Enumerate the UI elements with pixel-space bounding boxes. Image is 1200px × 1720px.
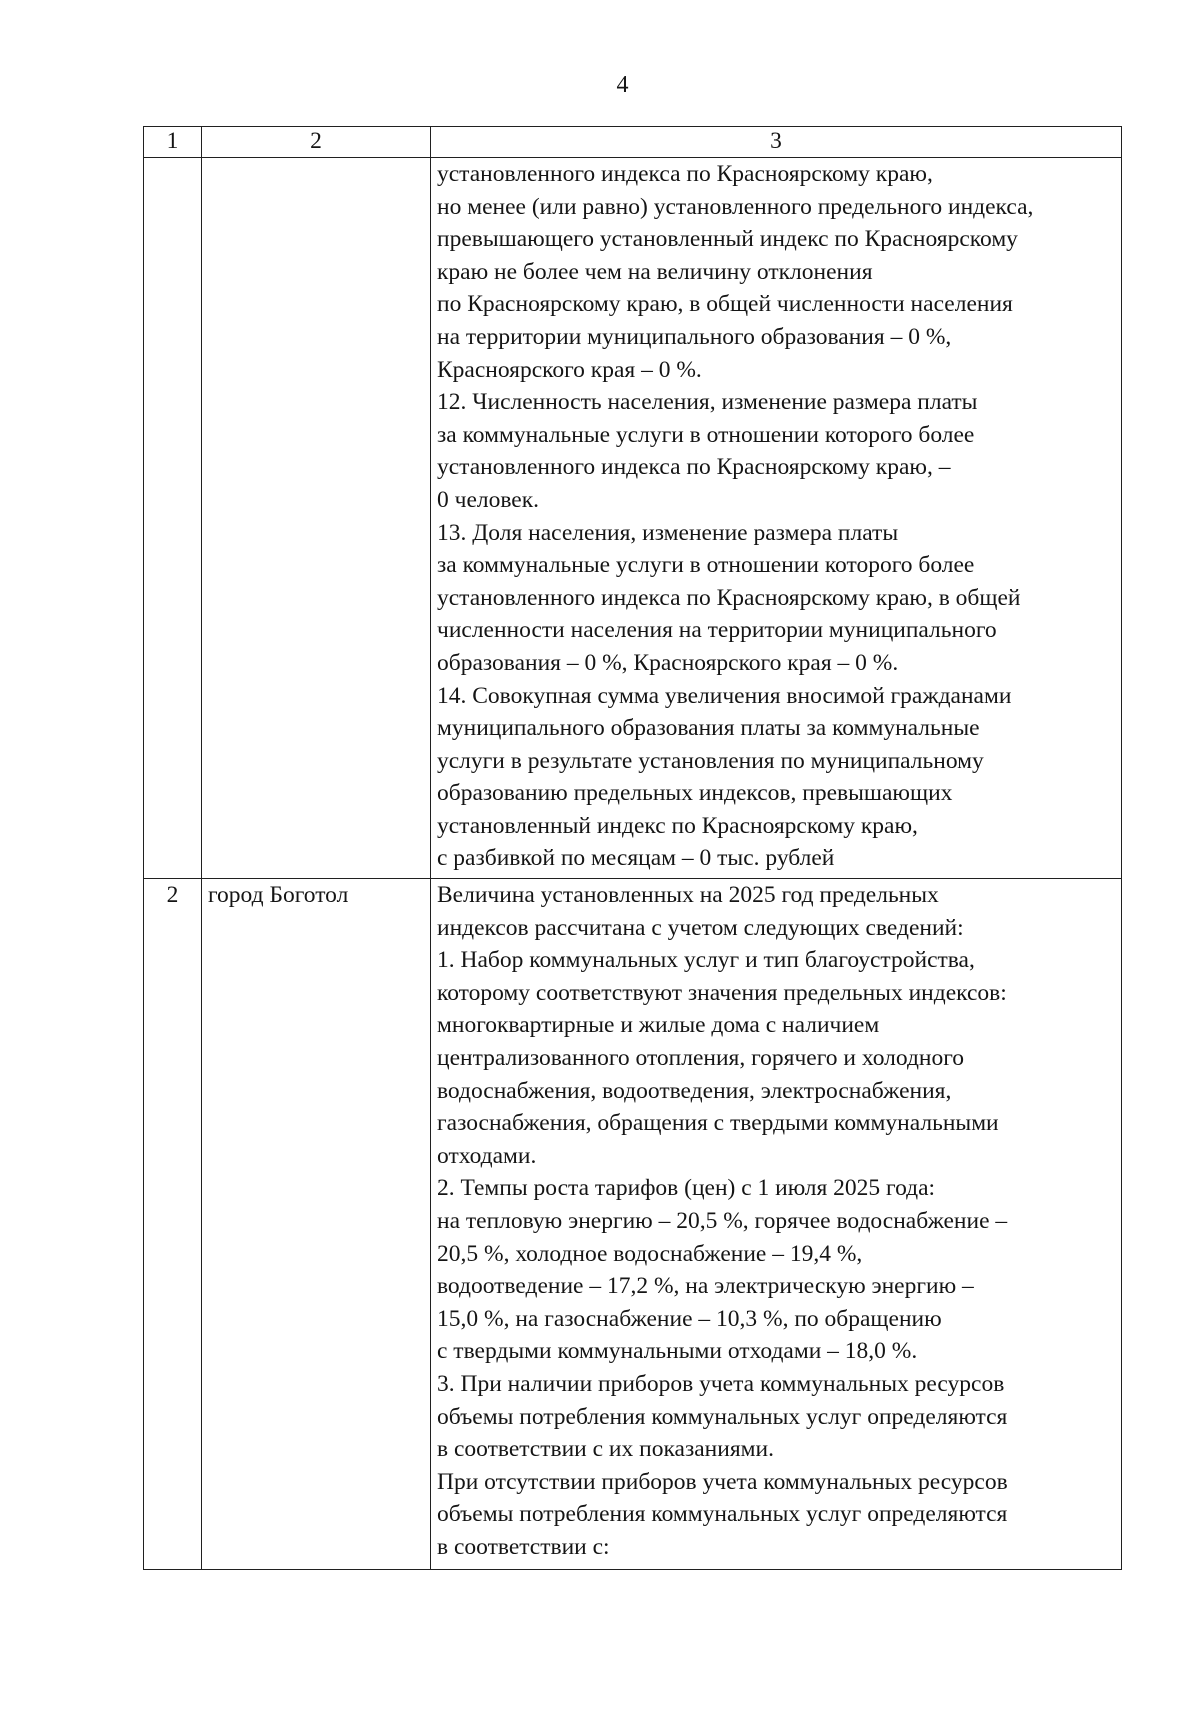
description-cell bbox=[431, 158, 1122, 879]
text-line: водоотведение – 17,2 %, на электрическую энергию – bbox=[437, 1273, 974, 1300]
text-line: превышающего установленный индекс по Красноярскому bbox=[437, 226, 1018, 253]
text-line: в соответствии с: bbox=[437, 1533, 610, 1560]
text-line: Величина установленных на 2025 год предельных bbox=[437, 882, 939, 908]
row-number-cell: 2 bbox=[144, 879, 202, 1570]
text-line: которому соответствуют значения предельных индексов: bbox=[437, 979, 1007, 1006]
text-line: При отсутствии приборов учета коммунальных ресурсов bbox=[437, 1468, 1008, 1495]
table-row-continuation bbox=[144, 158, 1122, 879]
text-line: газоснабжения, обращения с твердыми коммунальными bbox=[437, 1110, 999, 1137]
text-line: на тепловую энергию – 20,5 %, горячее водоснабжение – bbox=[437, 1207, 1008, 1234]
text-line: за коммунальные услуги в отношении которого более bbox=[437, 552, 975, 579]
text-line: образования – 0 %, Красноярского края – 0 %. bbox=[437, 649, 899, 676]
header-row bbox=[144, 127, 1122, 158]
indices-table bbox=[143, 126, 1122, 1570]
text-line: Красноярского края – 0 %. bbox=[437, 356, 702, 383]
text-line: установленного индекса по Красноярскому краю, в общей bbox=[437, 584, 1021, 611]
text-line: централизованного отопления, горячего и холодного bbox=[437, 1044, 965, 1071]
header-col-1: 1 bbox=[144, 127, 202, 158]
text-line: водоснабжения, водоотведения, электроснабжения, bbox=[437, 1077, 952, 1104]
text-line: объемы потребления коммунальных услуг определяются bbox=[437, 1403, 1008, 1430]
table-row-bogotol bbox=[144, 879, 1122, 1570]
header-col-2: 2 bbox=[202, 127, 431, 158]
text-line: 3. При наличии приборов учета коммунальных ресурсов bbox=[437, 1370, 1005, 1397]
municipality-cell: город Боготол bbox=[202, 879, 431, 1570]
text-line: краю не более чем на величину отклонения bbox=[437, 258, 873, 285]
municipality-cell bbox=[202, 158, 431, 879]
page-number: 4 bbox=[616, 72, 629, 98]
text-line: по Красноярскому краю, в общей численности населения bbox=[437, 291, 1013, 318]
text-line: установленного индекса по Красноярскому краю, – bbox=[437, 454, 951, 481]
text-line: многоквартирные и жилые дома с наличием bbox=[437, 1012, 880, 1039]
text-line: установленного индекса по Красноярскому краю, bbox=[437, 161, 933, 187]
text-line: услуги в результате установления по муниципальному bbox=[437, 747, 984, 774]
text-line: 1. Набор коммунальных услуг и тип благоустройства, bbox=[437, 947, 975, 974]
text-line: образованию предельных индексов, превышающих bbox=[437, 780, 953, 807]
text-line: индексов рассчитана с учетом следующих сведений: bbox=[437, 914, 964, 941]
text-line: 14. Совокупная сумма увеличения вносимой гражданами bbox=[437, 682, 1012, 709]
text-line: объемы потребления коммунальных услуг определяются bbox=[437, 1501, 1008, 1528]
text-line: 0 человек. bbox=[437, 486, 540, 513]
text-line: 2. Темпы роста тарифов (цен) с 1 июля 2025 года: bbox=[437, 1175, 936, 1202]
text-line: за коммунальные услуги в отношении которого более bbox=[437, 421, 975, 448]
text-line: но менее (или равно) установленного предельного индекса, bbox=[437, 193, 1034, 220]
text-line: 15,0 %, на газоснабжение – 10,3 %, по обращению bbox=[437, 1305, 942, 1332]
text-line: установленный индекс по Красноярскому краю, bbox=[437, 812, 918, 839]
text-line: с разбивкой по месяцам – 0 тыс. рублей bbox=[437, 845, 835, 872]
text-line: с твердыми коммунальными отходами – 18,0 %. bbox=[437, 1338, 918, 1365]
description-cell bbox=[431, 879, 1122, 1570]
text-line: 13. Доля населения, изменение размера платы bbox=[437, 519, 899, 546]
text-line: 20,5 %, холодное водоснабжение – 19,4 %, bbox=[437, 1240, 863, 1267]
header-col-3: 3 bbox=[431, 127, 1122, 158]
text-line: отходами. bbox=[437, 1142, 537, 1169]
text-line: 12. Численность населения, изменение размера платы bbox=[437, 389, 978, 416]
text-line: на территории муниципального образования – 0 %, bbox=[437, 323, 952, 350]
text-line: муниципального образования платы за коммунальные bbox=[437, 715, 980, 742]
row-number-cell bbox=[144, 158, 202, 879]
text-line: в соответствии с их показаниями. bbox=[437, 1436, 774, 1463]
text-line: численности населения на территории муниципального bbox=[437, 617, 997, 644]
